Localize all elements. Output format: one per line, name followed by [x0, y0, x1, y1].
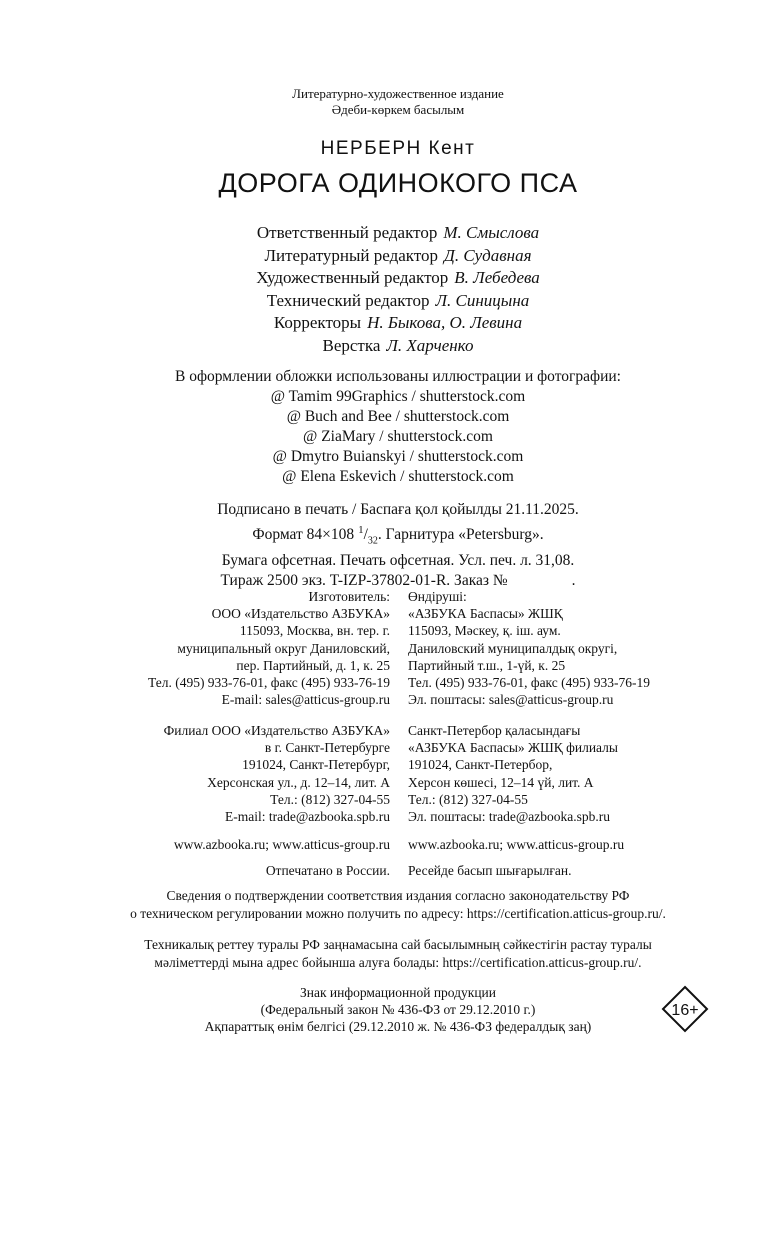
staff-row: [0, 222, 768, 245]
certification-ru: [0, 887, 768, 923]
staff-role: Корректоры: [273, 313, 362, 333]
manufacturer-kz-line: Эл. поштасы: sales@atticus-group.ru: [408, 692, 614, 708]
branch-ru-line: Тел.: (812) 327-04-55: [270, 791, 390, 807]
manufacturer-ru-line: E-mail: sales@atticus-group.ru: [221, 692, 390, 708]
cover-credit-item: @ Buch and Bee / shutterstock.com: [286, 408, 510, 425]
manufacturer-kz-line: Өндіруші:: [408, 589, 467, 604]
cover-credits-intro: В оформлении обложки использованы иллюстрации и фотографии:: [175, 368, 621, 385]
information-product-sign: [0, 984, 768, 1035]
manufacturer-kz-line: «АЗБУКА Баспасы» ЖШҚ: [408, 606, 563, 622]
branch-kz: [408, 722, 738, 825]
staff-name: Л. Синицына: [435, 290, 530, 310]
format-fraction-den: 32: [367, 535, 378, 547]
cover-credits: [0, 367, 768, 487]
info-sign-line: (Федеральный закон № 436-ФЗ от 29.12.2010 г.): [260, 1002, 536, 1017]
manufacturer-kz-line: 115093, Мәскеу, қ. іш. аум.: [408, 623, 561, 639]
info-sign-line: Знак информационной продукции: [299, 985, 497, 1000]
cover-credit-item: @ Tamim 99Graphics / shutterstock.com: [270, 388, 526, 405]
printing-details: [0, 500, 768, 591]
editorial-staff: [0, 222, 768, 358]
age-rating-badge: [661, 985, 709, 1033]
staff-role: Художественный редактор: [256, 268, 449, 288]
author-name: НЕРБЕРН Кент: [320, 138, 476, 159]
format-fraction-num: 1: [358, 524, 364, 536]
manufacturer-kz-line: Тел. (495) 933-76-01, факс (495) 933-76-19: [408, 675, 651, 691]
branch-kz-line: 191024, Санкт-Петербор,: [408, 757, 553, 773]
branch-kz-line: «АЗБУКА Баспасы» ЖШҚ филиалы: [408, 740, 618, 756]
format-suffix: . Гарнитура «Petersburg».: [377, 526, 544, 544]
certification-kz-line: мәліметтерді мына адрес бойынша алуға болады: https://certification.atticus-group.ru/.: [154, 955, 642, 970]
staff-role: Технический редактор: [266, 290, 430, 310]
branch-ru-line: 191024, Санкт-Петербург,: [242, 757, 390, 773]
staff-row: [0, 335, 768, 358]
branch-ru-line: Херсонская ул., д. 12–14, лит. А: [207, 774, 390, 790]
run-end: .: [571, 572, 576, 590]
edition-type-ru: Литературно-художественное издание: [292, 86, 504, 101]
manufacturer-ru-line: Тел. (495) 933-76-01, факс (495) 933-76-19: [147, 675, 390, 691]
branch-ru: [100, 722, 390, 825]
branch-kz-line: Санкт-Петербор қаласындағы: [408, 723, 581, 738]
cover-credit-item: @ Dmytro Buianskyi / shutterstock.com: [272, 448, 524, 465]
staff-row: [0, 312, 768, 335]
certification-kz-line: Техникалық реттеу туралы РФ заңнамасына сай басылымның сәйкестігін растау туралы: [144, 937, 652, 952]
websites-ru: www.azbooka.ru; www.atticus-group.ru: [173, 837, 390, 852]
paper-line: Бумага офсетная. Печать офсетная. Усл. печ. л. 31,08.: [221, 552, 575, 570]
age-rating-label: 16+: [671, 1002, 699, 1019]
staff-row: [0, 245, 768, 268]
staff-row: [0, 267, 768, 290]
certification-ru-line: Сведения о подтверждении соответствия издания согласно законодательству РФ: [166, 888, 630, 903]
staff-row: [0, 290, 768, 313]
staff-role: Литературный редактор: [264, 245, 439, 265]
printed-in-kz: Ресейде басып шығарылған.: [408, 863, 572, 878]
branch-kz-line: Эл. поштасы: trade@azbooka.spb.ru: [408, 809, 610, 825]
staff-name: М. Смыслова: [443, 223, 540, 242]
websites-kz: www.azbooka.ru; www.atticus-group.ru: [408, 837, 625, 852]
manufacturer-ru-line: пер. Партийный, д. 1, к. 25: [236, 657, 390, 673]
info-sign-line: Ақпараттық өнім белгісі (29.12.2010 ж. № 436-ФЗ федералдық заң): [204, 1019, 592, 1034]
run-text: Тираж 2500 экз. T-IZP-37802-01-R. Заказ №: [220, 572, 508, 590]
cover-credit-item: @ Elena Eskevich / shutterstock.com: [282, 468, 514, 485]
branch-kz-line: Тел.: (812) 327-04-55: [408, 791, 528, 807]
manufacturer-kz-line: Даниловский муниципалдық округі,: [408, 640, 618, 656]
manufacturer-ru: [100, 588, 390, 708]
manufacturer-ru-line: Изготовитель:: [308, 589, 390, 604]
edition-type-kz: Әдеби-көркем басылым: [331, 102, 465, 117]
staff-name: Д. Судавная: [444, 245, 532, 265]
format-prefix: Формат 84×108: [252, 526, 355, 544]
staff-name: Н. Быкова, О. Левина: [367, 313, 523, 333]
manufacturer-kz: [408, 588, 738, 708]
manufacturer-kz-line: Партийный т.ш., 1-үй, к. 25: [408, 657, 566, 673]
signed-date: Подписано в печать / Баспаға қол қойылды 21.11.2025.: [217, 501, 579, 518]
manufacturer-ru-line: 115093, Москва, вн. тер. г.: [239, 623, 390, 639]
certification-kz: [0, 936, 768, 972]
branch-ru-line: в г. Санкт-Петербурге: [264, 740, 390, 756]
staff-name: Л. Харченко: [386, 335, 474, 355]
format-line: Формат 84×108 $^1/_{32}$. Гарнитура «Petersburg».: [252, 524, 544, 547]
staff-role: Ответственный редактор: [256, 223, 438, 242]
staff-name: В. Лебедева: [454, 268, 540, 288]
book-title: ДОРОГА ОДИНОКОГО ПСА: [218, 168, 578, 198]
printed-in-ru: Отпечатано в России.: [265, 863, 390, 878]
manufacturer-ru-line: ООО «Издательство АЗБУКА»: [211, 606, 390, 622]
certification-ru-line: о техническом регулировании можно получить по адресу: https://certification.atticus-group.ru/.: [130, 906, 666, 921]
staff-role: Верстка: [322, 335, 381, 355]
manufacturer-ru-line: муниципальный округ Даниловский,: [177, 640, 390, 656]
cover-credit-item: @ ZiaMary / shutterstock.com: [303, 428, 493, 445]
branch-ru-line: E-mail: trade@azbooka.spb.ru: [225, 809, 390, 825]
branch-ru-line: Филиал ООО «Издательство АЗБУКА»: [163, 723, 390, 738]
branch-kz-line: Херсон көшесі, 12–14 үй, лит. А: [408, 774, 594, 790]
edition-type: [0, 86, 768, 118]
